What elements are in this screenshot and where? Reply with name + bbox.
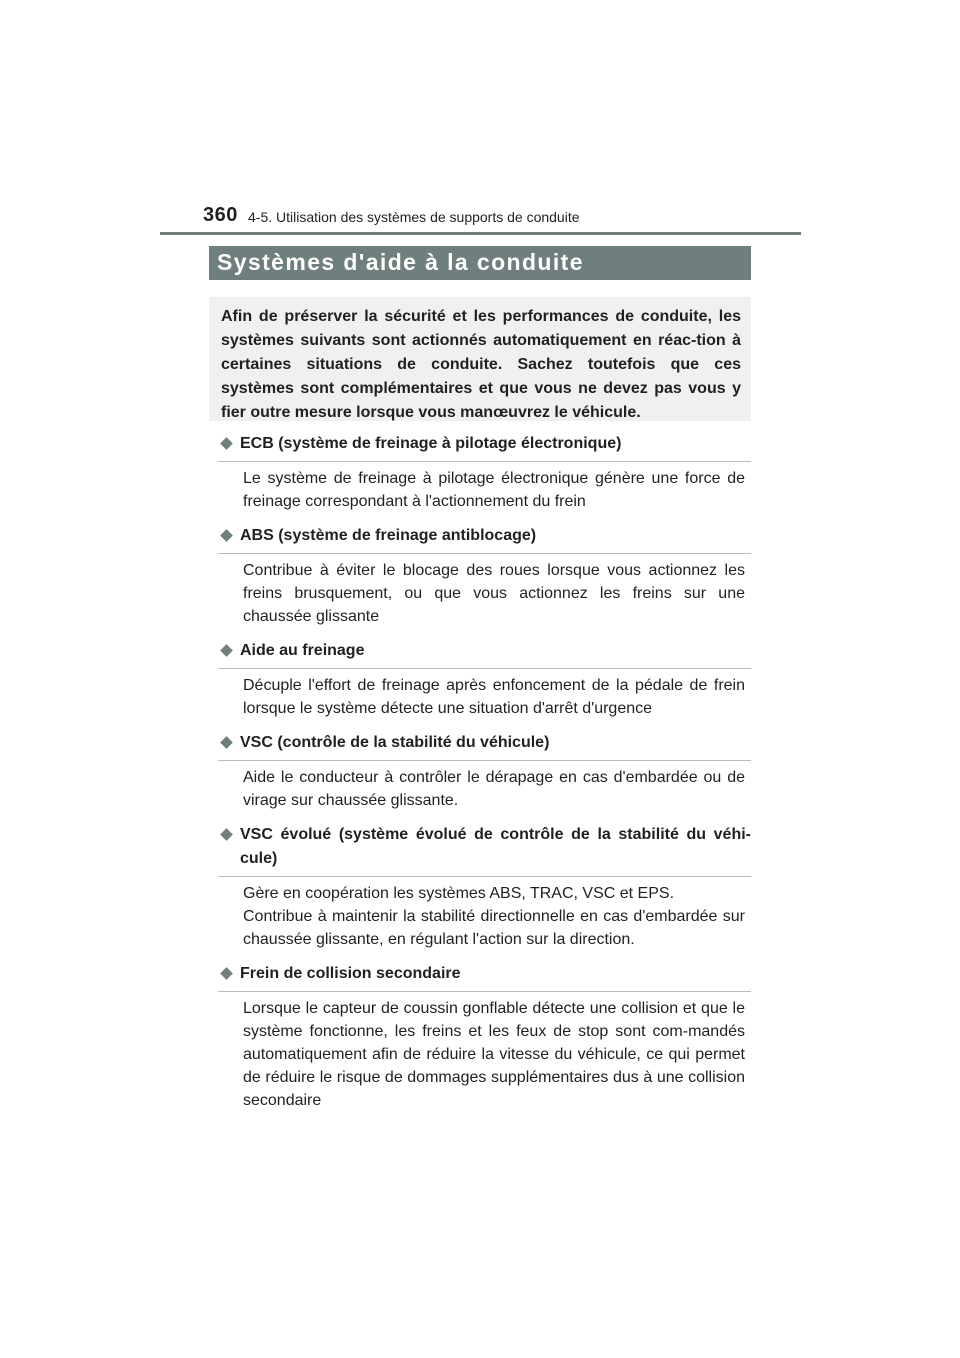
feature-paragraph: Contribue à éviter le blocage des roues lorsque vous actionnez les freins brusquement, ou que vous actionnez les freins sur une chaussée glissante bbox=[243, 562, 745, 625]
diamond-bullet-icon bbox=[220, 437, 233, 450]
feature-paragraph: Aide le conducteur à contrôler le dérapage en cas d'embardée ou de virage sur chaussée glissante. bbox=[243, 769, 745, 809]
feature-paragraph: Gère en coopération les systèmes ABS, TRAC, VSC et EPS. bbox=[243, 885, 675, 902]
feature-title: VSC évolué (système évolué de contrôle de la stabilité du véhi-cule) bbox=[240, 826, 751, 867]
feature-item-ecb bbox=[218, 432, 751, 513]
feature-description bbox=[243, 559, 745, 628]
feature-item-brake-assist bbox=[218, 639, 751, 720]
feature-description bbox=[243, 674, 745, 720]
diamond-bullet-icon bbox=[220, 967, 233, 980]
feature-paragraph: Le système de freinage à pilotage électronique génère une force de freinage correspondant à l'actionnement du frein bbox=[243, 470, 745, 510]
feature-heading bbox=[218, 962, 751, 992]
feature-item-vsc bbox=[218, 731, 751, 812]
diamond-bullet-icon bbox=[220, 828, 233, 841]
feature-paragraph: Lorsque le capteur de coussin gonflable détecte une collision et que le système fonctionne, les freins et les feux de stop sont com-mandés automatiquement afin de réduire la vitesse du véhicule, ce qui permet de réduire le risque de dommages supplémentaires dus à une collision secondaire bbox=[243, 1000, 745, 1109]
running-header: 4-5. Utilisation des systèmes de supports de conduite bbox=[248, 209, 580, 225]
section-banner bbox=[209, 246, 751, 280]
feature-list bbox=[218, 432, 751, 1123]
feature-description bbox=[243, 882, 745, 951]
feature-description bbox=[243, 467, 745, 513]
feature-title: Frein de collision secondaire bbox=[240, 965, 461, 982]
feature-item-secondary-collision-brake bbox=[218, 962, 751, 1112]
section-title: Systèmes d'aide à la conduite bbox=[217, 249, 584, 275]
feature-paragraph: Décuple l'effort de freinage après enfoncement de la pédale de frein lorsque le système détecte une situation d'arrêt d'urgence bbox=[243, 677, 745, 717]
feature-title: Aide au freinage bbox=[240, 642, 365, 659]
feature-heading bbox=[218, 432, 751, 462]
feature-heading bbox=[218, 524, 751, 554]
feature-item-abs bbox=[218, 524, 751, 628]
header-rule bbox=[160, 232, 801, 235]
feature-item-enhanced-vsc bbox=[218, 823, 751, 951]
page-number: 360 bbox=[203, 204, 238, 226]
diamond-bullet-icon bbox=[220, 529, 233, 542]
intro-box bbox=[209, 297, 751, 421]
feature-title: ECB (système de freinage à pilotage électronique) bbox=[240, 435, 622, 452]
intro-text: Afin de préserver la sécurité et les performances de conduite, les systèmes suivants sont actionnés automatiquement en réac-tion à certaines situations de conduite. Sachez toutefois que ces systèmes sont complémentaires et que vous ne devez pas vous y fier outre mesure lorsque vous manœuvrez le véhicule. bbox=[221, 308, 741, 421]
feature-heading bbox=[218, 731, 751, 761]
diamond-bullet-icon bbox=[220, 736, 233, 749]
feature-description bbox=[243, 766, 745, 812]
feature-heading bbox=[218, 823, 751, 877]
feature-title: ABS (système de freinage antiblocage) bbox=[240, 527, 537, 544]
diamond-bullet-icon bbox=[220, 644, 233, 657]
feature-paragraph: Contribue à maintenir la stabilité directionnelle en cas d'embardée sur chaussée glissante, en régulant l'action sur la direction. bbox=[243, 908, 745, 948]
feature-description bbox=[243, 997, 745, 1112]
feature-title: VSC (contrôle de la stabilité du véhicule) bbox=[240, 734, 550, 751]
feature-heading bbox=[218, 639, 751, 669]
